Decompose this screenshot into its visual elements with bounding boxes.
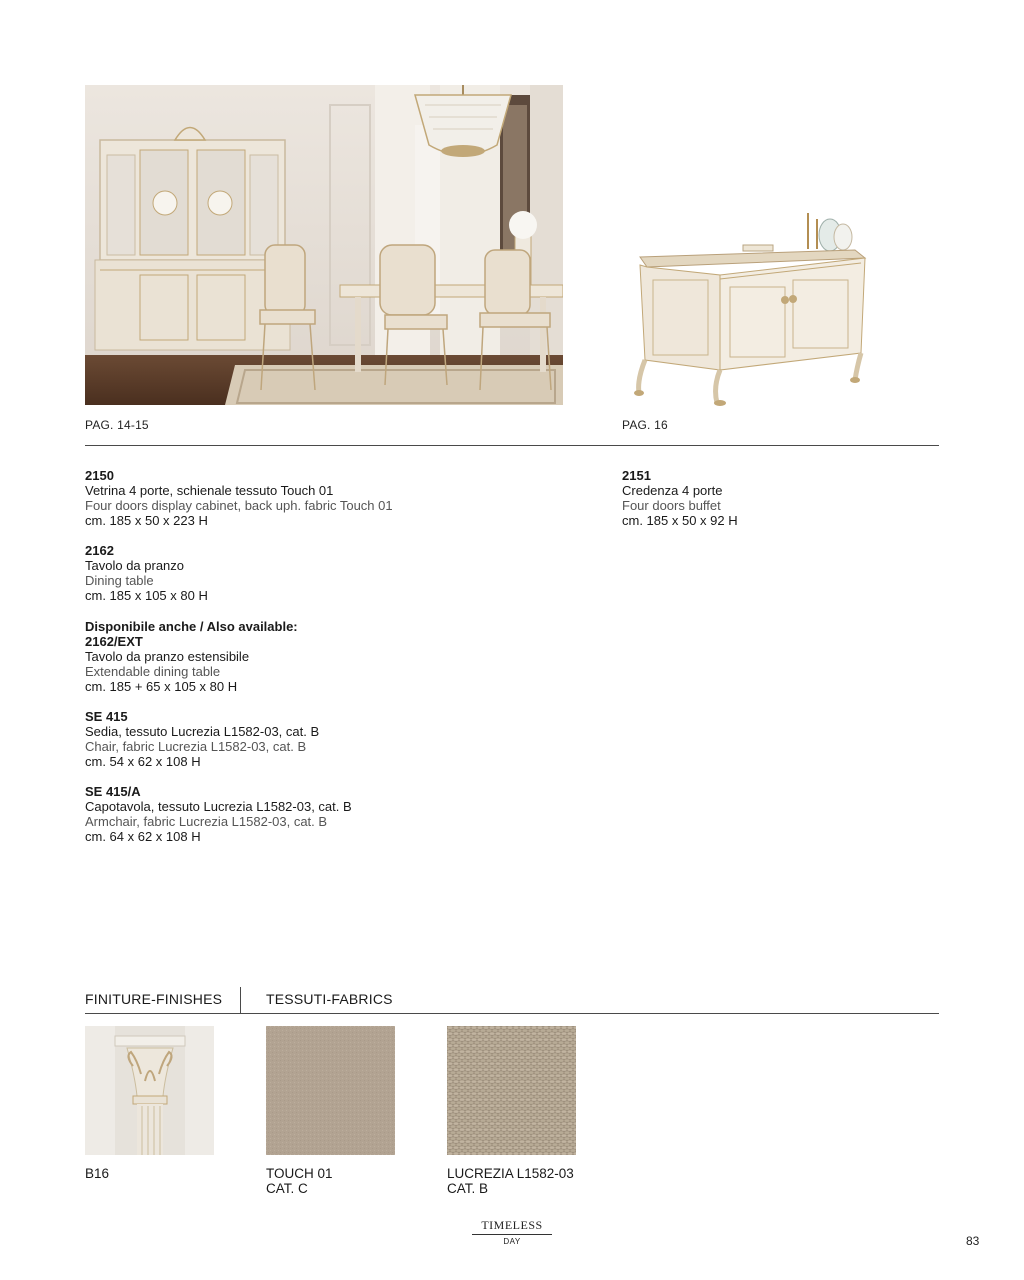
buffet-photo-caption: PAG. 16 <box>622 418 668 432</box>
buffet-illustration <box>625 205 870 410</box>
product-name-en: Extendable dining table <box>85 664 221 679</box>
dining-photo-caption: PAG. 14-15 <box>85 418 149 432</box>
brand-top-text: TIMELESS <box>481 1218 543 1232</box>
product-name-it: Capotavola, tessuto Lucrezia L1582-03, cat. B <box>85 799 352 814</box>
product-dimensions: cm. 185 x 105 x 80 H <box>85 588 208 603</box>
product-name-it: Credenza 4 porte <box>622 483 723 498</box>
swatch-category: CAT. B <box>447 1181 489 1196</box>
swatch-name: B16 <box>85 1166 110 1181</box>
buffet-photo <box>625 205 870 410</box>
brand-divider <box>472 1234 552 1235</box>
top-divider <box>85 445 939 446</box>
weave-texture <box>447 1026 576 1155</box>
product-se415 <box>85 709 565 769</box>
product-code: SE 415 <box>85 709 128 724</box>
velvet-texture <box>266 1026 395 1155</box>
product-name-en: Dining table <box>85 573 154 588</box>
swatch-label-touch01 <box>266 1166 333 1196</box>
dining-room-photo <box>85 85 563 405</box>
product-dimensions: cm. 185 x 50 x 92 H <box>622 513 738 528</box>
product-code: SE 415/A <box>85 784 141 799</box>
product-code: 2162 <box>85 543 114 558</box>
swatch-label-b16 <box>85 1166 109 1181</box>
swatch-name: TOUCH 01 <box>266 1166 333 1181</box>
product-dimensions: cm. 64 x 62 x 108 H <box>85 829 201 844</box>
product-2150 <box>85 468 565 528</box>
product-name-it: Tavolo da pranzo estensibile <box>85 649 250 664</box>
product-name-it: Vetrina 4 porte, schienale tessuto Touch 01 <box>85 483 334 498</box>
finish-swatch-b16 <box>85 1026 214 1155</box>
product-2162 <box>85 543 565 603</box>
product-name-it: Tavolo da pranzo <box>85 558 185 573</box>
product-2162-ext <box>85 619 565 694</box>
fabric-swatch-touch01 <box>266 1026 395 1155</box>
brand-logo <box>472 1218 552 1247</box>
swatch-category: CAT. C <box>266 1181 308 1196</box>
product-name-en: Armchair, fabric Lucrezia L1582-03, cat. B <box>85 814 328 829</box>
product-dimensions: cm. 185 x 50 x 223 H <box>85 513 208 528</box>
product-dimensions: cm. 185 + 65 x 105 x 80 H <box>85 679 238 694</box>
product-2151 <box>622 468 922 528</box>
product-name-en: Four doors buffet <box>622 498 721 513</box>
product-name-it: Sedia, tessuto Lucrezia L1582-03, cat. B <box>85 724 320 739</box>
product-code: 2150 <box>85 468 114 483</box>
product-se415a <box>85 784 565 844</box>
product-dimensions: cm. 54 x 62 x 108 H <box>85 754 201 769</box>
swatch-name: LUCREZIA L1582-03 <box>447 1166 574 1181</box>
brand-bottom-text: DAY <box>503 1237 521 1246</box>
also-available-label: Disponibile anche / Also available: <box>85 619 298 634</box>
materials-divider <box>85 1013 939 1014</box>
page-number: 83 <box>966 1234 980 1248</box>
swatch-label-lucrezia <box>447 1166 574 1196</box>
product-code: 2162/EXT <box>85 634 143 649</box>
product-name-en: Four doors display cabinet, back uph. fabric Touch 01 <box>85 498 393 513</box>
fabric-swatch-lucrezia <box>447 1026 576 1155</box>
dining-room-illustration <box>85 85 563 405</box>
section-separator <box>240 987 241 1013</box>
product-name-en: Chair, fabric Lucrezia L1582-03, cat. B <box>85 739 307 754</box>
column-capital-illustration <box>85 1026 214 1155</box>
finishes-title: FINITURE-FINISHES <box>85 991 223 1007</box>
product-code: 2151 <box>622 468 651 483</box>
fabrics-title: TESSUTI-FABRICS <box>266 991 393 1007</box>
